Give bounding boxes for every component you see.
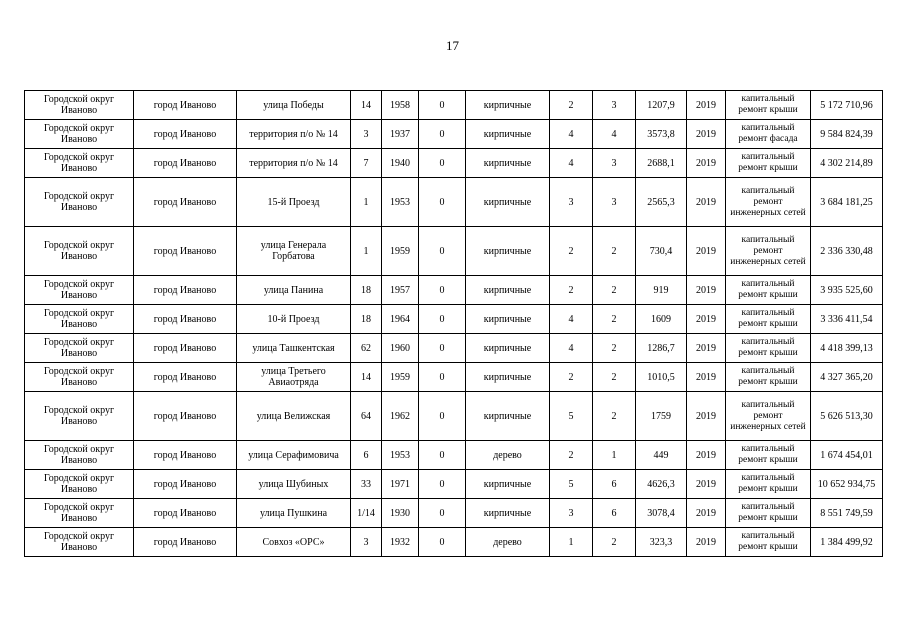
cell-street: 10-й Проезд — [237, 305, 351, 334]
cell-house-number: 18 — [351, 276, 382, 305]
table-row — [25, 334, 883, 363]
cell-cost: 4 327 365,20 — [811, 363, 883, 392]
cell-area: 4626,3 — [636, 470, 687, 499]
cell-entrances: 2 — [593, 334, 636, 363]
cell-work-type: капитальный ремонт крыши — [726, 276, 811, 305]
cell-floors: 3 — [550, 178, 593, 227]
cell-municipality: Городской округ Иваново — [25, 334, 134, 363]
cell-build-year: 1953 — [382, 441, 419, 470]
cell-entrances: 2 — [593, 227, 636, 276]
cell-build-year: 1932 — [382, 528, 419, 557]
cell-area: 2565,3 — [636, 178, 687, 227]
cell-entrances: 2 — [593, 276, 636, 305]
cell-settlement: город Иваново — [134, 149, 237, 178]
cell-wall-material: кирпичные — [466, 305, 550, 334]
cell-area: 1609 — [636, 305, 687, 334]
cell-work-type: капитальный ремонт фасада — [726, 120, 811, 149]
cell-street: 15-й Проезд — [237, 178, 351, 227]
cell-build-year: 1964 — [382, 305, 419, 334]
cell-repair-year: 2019 — [687, 149, 726, 178]
cell-wall-material: кирпичные — [466, 120, 550, 149]
cell-settlement: город Иваново — [134, 120, 237, 149]
cell-entrances: 2 — [593, 363, 636, 392]
cell-settlement: город Иваново — [134, 227, 237, 276]
cell-street: улица Панина — [237, 276, 351, 305]
cell-floors: 2 — [550, 441, 593, 470]
cell-house-number: 1/14 — [351, 499, 382, 528]
cell-repair-year: 2019 — [687, 91, 726, 120]
cell-municipality: Городской округ Иваново — [25, 441, 134, 470]
cell-floors: 2 — [550, 276, 593, 305]
cell-wall-material: кирпичные — [466, 470, 550, 499]
cell-build-year: 1971 — [382, 470, 419, 499]
cell-street: улица Велижская — [237, 392, 351, 441]
cell-municipality: Городской округ Иваново — [25, 227, 134, 276]
cell-house-number: 62 — [351, 334, 382, 363]
cell-work-type: капитальный ремонт крыши — [726, 149, 811, 178]
cell-zero-value: 0 — [419, 120, 466, 149]
cell-wall-material: кирпичные — [466, 363, 550, 392]
cell-area: 919 — [636, 276, 687, 305]
table-row — [25, 276, 883, 305]
cell-entrances: 1 — [593, 441, 636, 470]
cell-wall-material: кирпичные — [466, 334, 550, 363]
cell-work-type: капитальный ремонт крыши — [726, 528, 811, 557]
cell-floors: 5 — [550, 470, 593, 499]
cell-wall-material: кирпичные — [466, 91, 550, 120]
cell-house-number: 14 — [351, 91, 382, 120]
cell-area: 2688,1 — [636, 149, 687, 178]
table-row — [25, 470, 883, 499]
cell-house-number: 1 — [351, 227, 382, 276]
cell-work-type: капитальный ремонт крыши — [726, 91, 811, 120]
cell-work-type: капитальный ремонт крыши — [726, 499, 811, 528]
cell-cost: 2 336 330,48 — [811, 227, 883, 276]
cell-work-type: капитальный ремонт крыши — [726, 363, 811, 392]
cell-floors: 4 — [550, 305, 593, 334]
cell-repair-year: 2019 — [687, 120, 726, 149]
cell-street: улица Пушкина — [237, 499, 351, 528]
cell-cost: 4 418 399,13 — [811, 334, 883, 363]
cell-zero-value: 0 — [419, 363, 466, 392]
cell-cost: 4 302 214,89 — [811, 149, 883, 178]
cell-cost: 5 172 710,96 — [811, 91, 883, 120]
cell-wall-material: кирпичные — [466, 227, 550, 276]
cell-floors: 2 — [550, 227, 593, 276]
cell-work-type: капитальный ремонт крыши — [726, 441, 811, 470]
cell-house-number: 6 — [351, 441, 382, 470]
cell-street: улица Генерала Горбатова — [237, 227, 351, 276]
cell-municipality: Городской округ Иваново — [25, 392, 134, 441]
table-row — [25, 441, 883, 470]
cell-house-number: 1 — [351, 178, 382, 227]
cell-street: Совхоз «ОРС» — [237, 528, 351, 557]
cell-zero-value: 0 — [419, 441, 466, 470]
cell-entrances: 6 — [593, 470, 636, 499]
cell-settlement: город Иваново — [134, 470, 237, 499]
table-row — [25, 91, 883, 120]
cell-settlement: город Иваново — [134, 499, 237, 528]
cell-wall-material: дерево — [466, 528, 550, 557]
cell-wall-material: кирпичные — [466, 276, 550, 305]
cell-area: 1010,5 — [636, 363, 687, 392]
cell-wall-material: кирпичные — [466, 178, 550, 227]
cell-house-number: 18 — [351, 305, 382, 334]
cell-house-number: 3 — [351, 120, 382, 149]
cell-cost: 8 551 749,59 — [811, 499, 883, 528]
cell-floors: 4 — [550, 149, 593, 178]
cell-street: улица Шубиных — [237, 470, 351, 499]
table-row — [25, 120, 883, 149]
page-number: 17 — [446, 38, 459, 53]
cell-entrances: 2 — [593, 392, 636, 441]
cell-municipality: Городской округ Иваново — [25, 149, 134, 178]
cell-wall-material: кирпичные — [466, 499, 550, 528]
cell-street: улица Серафимовича — [237, 441, 351, 470]
cell-repair-year: 2019 — [687, 227, 726, 276]
cell-settlement: город Иваново — [134, 305, 237, 334]
cell-area: 1286,7 — [636, 334, 687, 363]
cell-municipality: Городской округ Иваново — [25, 178, 134, 227]
cell-area: 3078,4 — [636, 499, 687, 528]
cell-street: улица Третьего Авиаотряда — [237, 363, 351, 392]
cell-zero-value: 0 — [419, 334, 466, 363]
cell-repair-year: 2019 — [687, 276, 726, 305]
cell-cost: 1 384 499,92 — [811, 528, 883, 557]
cell-repair-year: 2019 — [687, 470, 726, 499]
cell-entrances: 3 — [593, 91, 636, 120]
cell-house-number: 7 — [351, 149, 382, 178]
cell-floors: 2 — [550, 91, 593, 120]
cell-settlement: город Иваново — [134, 392, 237, 441]
cell-zero-value: 0 — [419, 149, 466, 178]
cell-house-number: 3 — [351, 528, 382, 557]
cell-repair-year: 2019 — [687, 334, 726, 363]
cell-build-year: 1953 — [382, 178, 419, 227]
cell-entrances: 2 — [593, 305, 636, 334]
cell-settlement: город Иваново — [134, 91, 237, 120]
cell-municipality: Городской округ Иваново — [25, 528, 134, 557]
cell-settlement: город Иваново — [134, 334, 237, 363]
table-row — [25, 363, 883, 392]
cell-municipality: Городской округ Иваново — [25, 470, 134, 499]
cell-repair-year: 2019 — [687, 528, 726, 557]
cell-municipality: Городской округ Иваново — [25, 305, 134, 334]
cell-zero-value: 0 — [419, 470, 466, 499]
cell-floors: 5 — [550, 392, 593, 441]
cell-work-type: капитальный ремонт инженерных сетей — [726, 227, 811, 276]
cell-zero-value: 0 — [419, 178, 466, 227]
cell-area: 730,4 — [636, 227, 687, 276]
cell-cost: 10 652 934,75 — [811, 470, 883, 499]
cell-area: 449 — [636, 441, 687, 470]
cell-work-type: капитальный ремонт инженерных сетей — [726, 178, 811, 227]
cell-zero-value: 0 — [419, 392, 466, 441]
cell-floors: 4 — [550, 334, 593, 363]
cell-floors: 3 — [550, 499, 593, 528]
cell-municipality: Городской округ Иваново — [25, 91, 134, 120]
cell-zero-value: 0 — [419, 528, 466, 557]
cell-municipality: Городской округ Иваново — [25, 363, 134, 392]
cell-build-year: 1930 — [382, 499, 419, 528]
cell-floors: 4 — [550, 120, 593, 149]
cell-zero-value: 0 — [419, 276, 466, 305]
cell-settlement: город Иваново — [134, 178, 237, 227]
cell-repair-year: 2019 — [687, 441, 726, 470]
cell-entrances: 3 — [593, 178, 636, 227]
cell-street: улица Ташкентская — [237, 334, 351, 363]
cell-floors: 2 — [550, 363, 593, 392]
cell-work-type: капитальный ремонт крыши — [726, 470, 811, 499]
cell-repair-year: 2019 — [687, 305, 726, 334]
cell-build-year: 1959 — [382, 363, 419, 392]
cell-street: улица Победы — [237, 91, 351, 120]
cell-house-number: 64 — [351, 392, 382, 441]
cell-work-type: капитальный ремонт крыши — [726, 334, 811, 363]
table-row — [25, 178, 883, 227]
cell-build-year: 1959 — [382, 227, 419, 276]
cell-area: 323,3 — [636, 528, 687, 557]
cell-wall-material: кирпичные — [466, 149, 550, 178]
cell-settlement: город Иваново — [134, 276, 237, 305]
cell-area: 1759 — [636, 392, 687, 441]
table-body — [25, 91, 883, 557]
cell-cost: 3 684 181,25 — [811, 178, 883, 227]
cell-zero-value: 0 — [419, 227, 466, 276]
cell-zero-value: 0 — [419, 499, 466, 528]
table-row — [25, 499, 883, 528]
cell-entrances: 3 — [593, 149, 636, 178]
cell-municipality: Городской округ Иваново — [25, 276, 134, 305]
cell-build-year: 1958 — [382, 91, 419, 120]
table-row — [25, 227, 883, 276]
cell-repair-year: 2019 — [687, 363, 726, 392]
cell-zero-value: 0 — [419, 91, 466, 120]
cell-floors: 1 — [550, 528, 593, 557]
table-row — [25, 528, 883, 557]
cell-cost: 3 935 525,60 — [811, 276, 883, 305]
cell-settlement: город Иваново — [134, 528, 237, 557]
cell-cost: 1 674 454,01 — [811, 441, 883, 470]
cell-build-year: 1962 — [382, 392, 419, 441]
cell-build-year: 1957 — [382, 276, 419, 305]
cell-cost: 3 336 411,54 — [811, 305, 883, 334]
housing-repair-table — [24, 90, 883, 557]
cell-build-year: 1960 — [382, 334, 419, 363]
table-row — [25, 305, 883, 334]
cell-street: территория п/о № 14 — [237, 120, 351, 149]
cell-settlement: город Иваново — [134, 363, 237, 392]
cell-build-year: 1937 — [382, 120, 419, 149]
cell-municipality: Городской округ Иваново — [25, 120, 134, 149]
cell-repair-year: 2019 — [687, 392, 726, 441]
cell-settlement: город Иваново — [134, 441, 237, 470]
cell-entrances: 4 — [593, 120, 636, 149]
cell-repair-year: 2019 — [687, 178, 726, 227]
cell-zero-value: 0 — [419, 305, 466, 334]
cell-work-type: капитальный ремонт инженерных сетей — [726, 392, 811, 441]
cell-work-type: капитальный ремонт крыши — [726, 305, 811, 334]
cell-cost: 5 626 513,30 — [811, 392, 883, 441]
cell-repair-year: 2019 — [687, 499, 726, 528]
cell-house-number: 33 — [351, 470, 382, 499]
cell-entrances: 2 — [593, 528, 636, 557]
cell-wall-material: кирпичные — [466, 392, 550, 441]
cell-street: территория п/о № 14 — [237, 149, 351, 178]
table-row — [25, 392, 883, 441]
cell-area: 1207,9 — [636, 91, 687, 120]
table-row — [25, 149, 883, 178]
cell-wall-material: дерево — [466, 441, 550, 470]
cell-cost: 9 584 824,39 — [811, 120, 883, 149]
cell-municipality: Городской округ Иваново — [25, 499, 134, 528]
cell-build-year: 1940 — [382, 149, 419, 178]
cell-house-number: 14 — [351, 363, 382, 392]
cell-entrances: 6 — [593, 499, 636, 528]
cell-area: 3573,8 — [636, 120, 687, 149]
